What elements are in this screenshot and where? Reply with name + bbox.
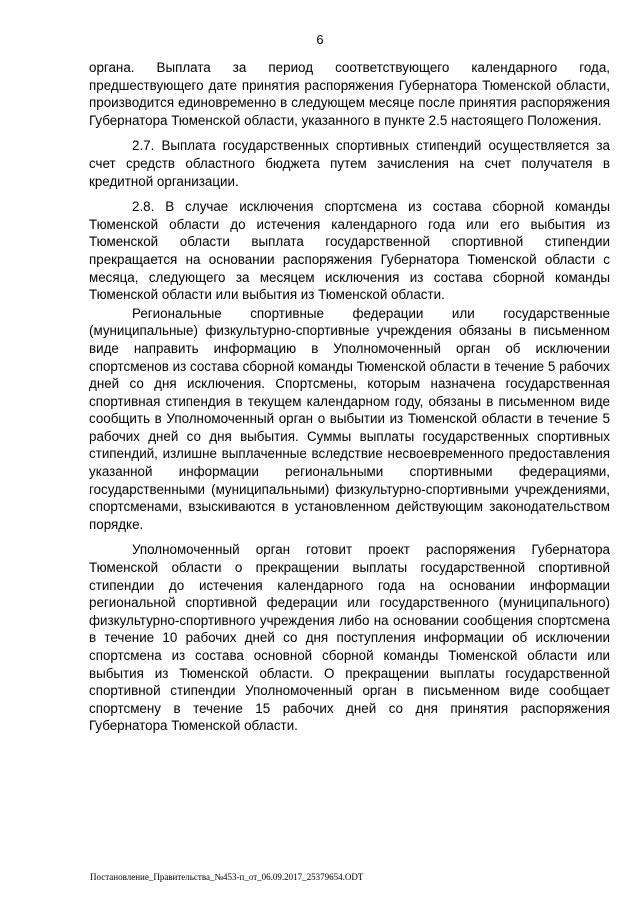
paragraph-authority-procedure: Уполномоченный орган готовит проект распоряжения Губернатора Тюменской области о прекращении выплаты государственной спортивной стипендии до истечения календарного года на основании информации региональной спортивной федерации или государственного (муниципального) физкультурно-спортивного учреждения либо на основании сообщения спортсмена в течение 10 рабочих дней со дня поступления информации об исключении спортсмена из состава основной сборной команды Тюменской области или выбытия из Тюменской области. О прекращении выплаты государственной спортивной стипендии Уполномоченный орган в письменном виде сообщает спортсмену в течение 15 рабочих дней со дня принятия распоряжения Губернатора Тюменской области. (89, 542, 610, 734)
paragraph-federations-obligations: Региональные спортивные федерации или государственные (муниципальные) физкультурно-спортивные учреждения обязаны в письменном виде направить информацию в Уполномоченный орган об исключении спортсменов из состава сборной команды Тюменской области в течение 5 рабочих дней со дня исключения. Спортсмены, которым назначена государственная спортивная стипендия в текущем календарном году, обязаны в письменном виде сообщить в Уполномоченный орган о выбытии из Тюменской области в течение 5 рабочих дней со дня выбытия. Суммы выплаты государственных спортивных стипендий, излишне выплаченные вследствие несвоевременного предоставления указанной информации региональными спортивными федерациями, государственными (муниципальными) физкультурно-спортивными учреждениями, спортсменами, взыскиваются в установленном действующим законодательством порядке. (89, 305, 610, 532)
page-number: 6 (316, 32, 324, 47)
paragraph-continuation: органа. Выплата за период соответствующего календарного года, предшествующего дате принятия распоряжения Губернатора Тюменской области, производится единовременно в следующем месяце после принятия распоряжения Губернатора Тюменской области, указанного в пункте 2.5 настоящего Положения. (89, 60, 610, 128)
paragraph-2-8: 2.8. В случае исключения спортсмена из состава сборной команды Тюменской области до истечения календарного года или его выбытия из Тюменской области выплата государственной спортивной стипендии прекращается на основании распоряжения Губернатора Тюменской области с месяца, следующего за месяцем исключения из состава сборной команды Тюменской области или выбытия из Тюменской области. (89, 199, 610, 303)
paragraph-2-7: 2.7. Выплата государственных спортивных стипендий осуществляется за счет средств областного бюджета путем зачисления на счет получателя в кредитной организации. (89, 138, 610, 189)
footer-filename: Постановление_Правительства_№453-п_от_06.09.2017_25379654.ODT (90, 872, 364, 882)
document-body (89, 59, 610, 743)
